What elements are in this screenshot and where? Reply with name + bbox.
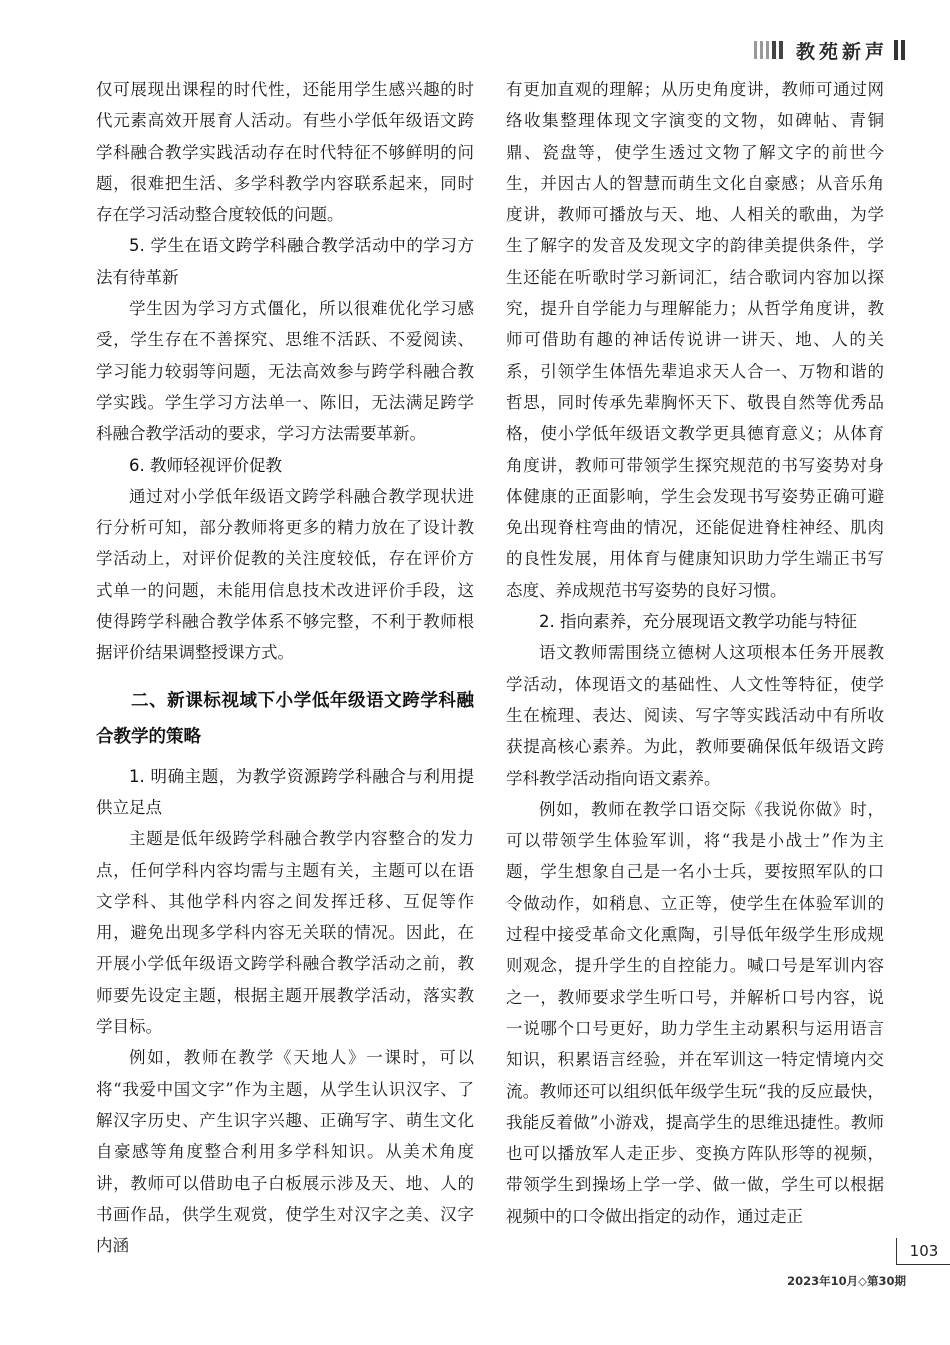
subheading: 2. 指向素养，充分展现语文教学功能与特征 [539, 612, 857, 632]
paragraph: 有更加直观的理解；从历史角度讲，教师可通过网络收集整理体现文字演变的文物，如碑帖、青铜鼎、瓷盘等，使学生透过文物了解文字的前世今生，并因古人的智慧而萌生文化自豪感；从音乐角度讲，教师可播放与天、地、人相关的歌曲，为学生了解字的发音及发现文字的韵律美提供条件，学生还能在听歌时学习新词汇，结合歌词内容加以探究，提升自学能力与理解能力；从哲学角度讲，教师可借助有趣的神话传说讲一讲天、地、人的关系，引领学生体悟先辈追求天人合一、万物和谐的哲思，同时传承先辈胸怀天下、敬畏自然等优秀品格，使小学低年级语文教学更具德育意义；从体育角度讲，教师可带领学生探究规范的书写姿势对身体健康的正面影响，学生会发现书写姿势正确可避免出现脊柱弯曲的情况，还能促进脊柱神经、肌肉的良性发展，用体育与健康知识助力学生端正书写态度、养成规范书写姿势的良好习惯。 [506, 80, 884, 600]
section-title: 教苑新声 [795, 40, 888, 63]
paragraph: 学生因为学习方式僵化，所以很难优化学习感受，学生存在不善探究、思维不活跃、不爱阅读、学习能力较弱等问题，无法高效参与跨学科融合教学实践。学生学习方法单一、陈旧，无法满足跨学科融合教学活动的要求，学习方法需要革新。 [96, 299, 474, 444]
paragraph: 通过对小学低年级语文跨学科融合教学现状进行分析可知，部分教师将更多的精力放在了设计教学活动上，对评价促教的关注度较低，存在评价方式单一的问题，未能用信息技术改进评价手段，这使得跨学科融合教学体系不够完整，不利于教师根据评价结果调整授课方式。 [96, 486, 474, 663]
subheading: 5. 学生在语文跨学科融合教学活动中的学习方法有待革新 [96, 236, 474, 287]
left-column [96, 74, 474, 1261]
subheading: 1. 明确主题，为教学资源跨学科融合与利用提供立足点 [96, 766, 474, 817]
paragraph: 例如，教师在教学口语交际《我说你做》时，可以带领学生体验军训，将“我是小战士”作为主题，学生想象自己是一名小士兵，要按照军队的口令做动作，如稍息、立正等，使学生在体验军训的过程中接受革命文化熏陶，引导低年级学生形成规则观念，提升学生的自控能力。喊口号是军训内容之一，教师要求学生听口号，并解析口号内容，说一说哪个口号更好，助力学生主动累积与运用语言知识，积累语言经验，并在军训这一特定情境内交流。教师还可以组织低年级学生玩“我的反应最快，我能反着做”小游戏，提高学生的思维迅捷性。教师也可以播放军人走正步、变换方阵队形等的视频，带领学生到操场上学一学、做一做，学生可以根据视频中的口令做出指定的动作，通过走正 [506, 799, 884, 1226]
header-decoration-bars-right [894, 40, 908, 60]
page-number: 103 [896, 1238, 950, 1265]
paragraph: 语文教师需围绕立德树人这项根本任务开展教学活动，体现语文的基础性、人文性等特征，使学生在梳理、表达、阅读、写字等实践活动中有所收获提高核心素养。为此，教师要确保低年级语文跨学科教学活动指向语文素养。 [506, 643, 884, 788]
section-heading: 二、新课标视域下小学低年级语文跨学科融合教学的策略 [96, 690, 474, 747]
right-column [506, 74, 884, 1232]
running-header [754, 38, 908, 62]
subheading: 6. 教师轻视评价促教 [129, 455, 282, 475]
issue-info: 2023年10月◇第30期 [787, 1274, 906, 1288]
paragraph: 主题是低年级跨学科融合教学内容整合的发力点，任何学科内容均需与主题有关，主题可以在语文学科、其他学科内容之间发挥迁移、互促等作用，避免出现多学科内容无关联的情况。因此，在开展小学低年级语文跨学科融合教学活动之前，教师要先设定主题，根据主题开展教学活动，落实教学目标。 [96, 829, 474, 1037]
header-decoration-bars-left [754, 41, 786, 59]
paragraph: 仅可展现出课程的时代性，还能用学生感兴趣的时代元素高效开展育人活动。有些小学低年级语文跨学科融合教学实践活动存在时代特征不够鲜明的问题，很难把生活、多学科教学内容联系起来，同时存在学习活动整合度较低的问题。 [96, 80, 474, 225]
paragraph: 例如，教师在教学《天地人》一课时，可以将“我爱中国文字”作为主题，从学生认识汉字、了解汉字历史、产生识字兴趣、正确写字、萌生文化自豪感等角度整合利用多学科知识。从美术角度讲，教师可以借助电子白板展示涉及天、地、人的书画作品，供学生观赏，使学生对汉字之美、汉字内涵 [96, 1048, 474, 1256]
